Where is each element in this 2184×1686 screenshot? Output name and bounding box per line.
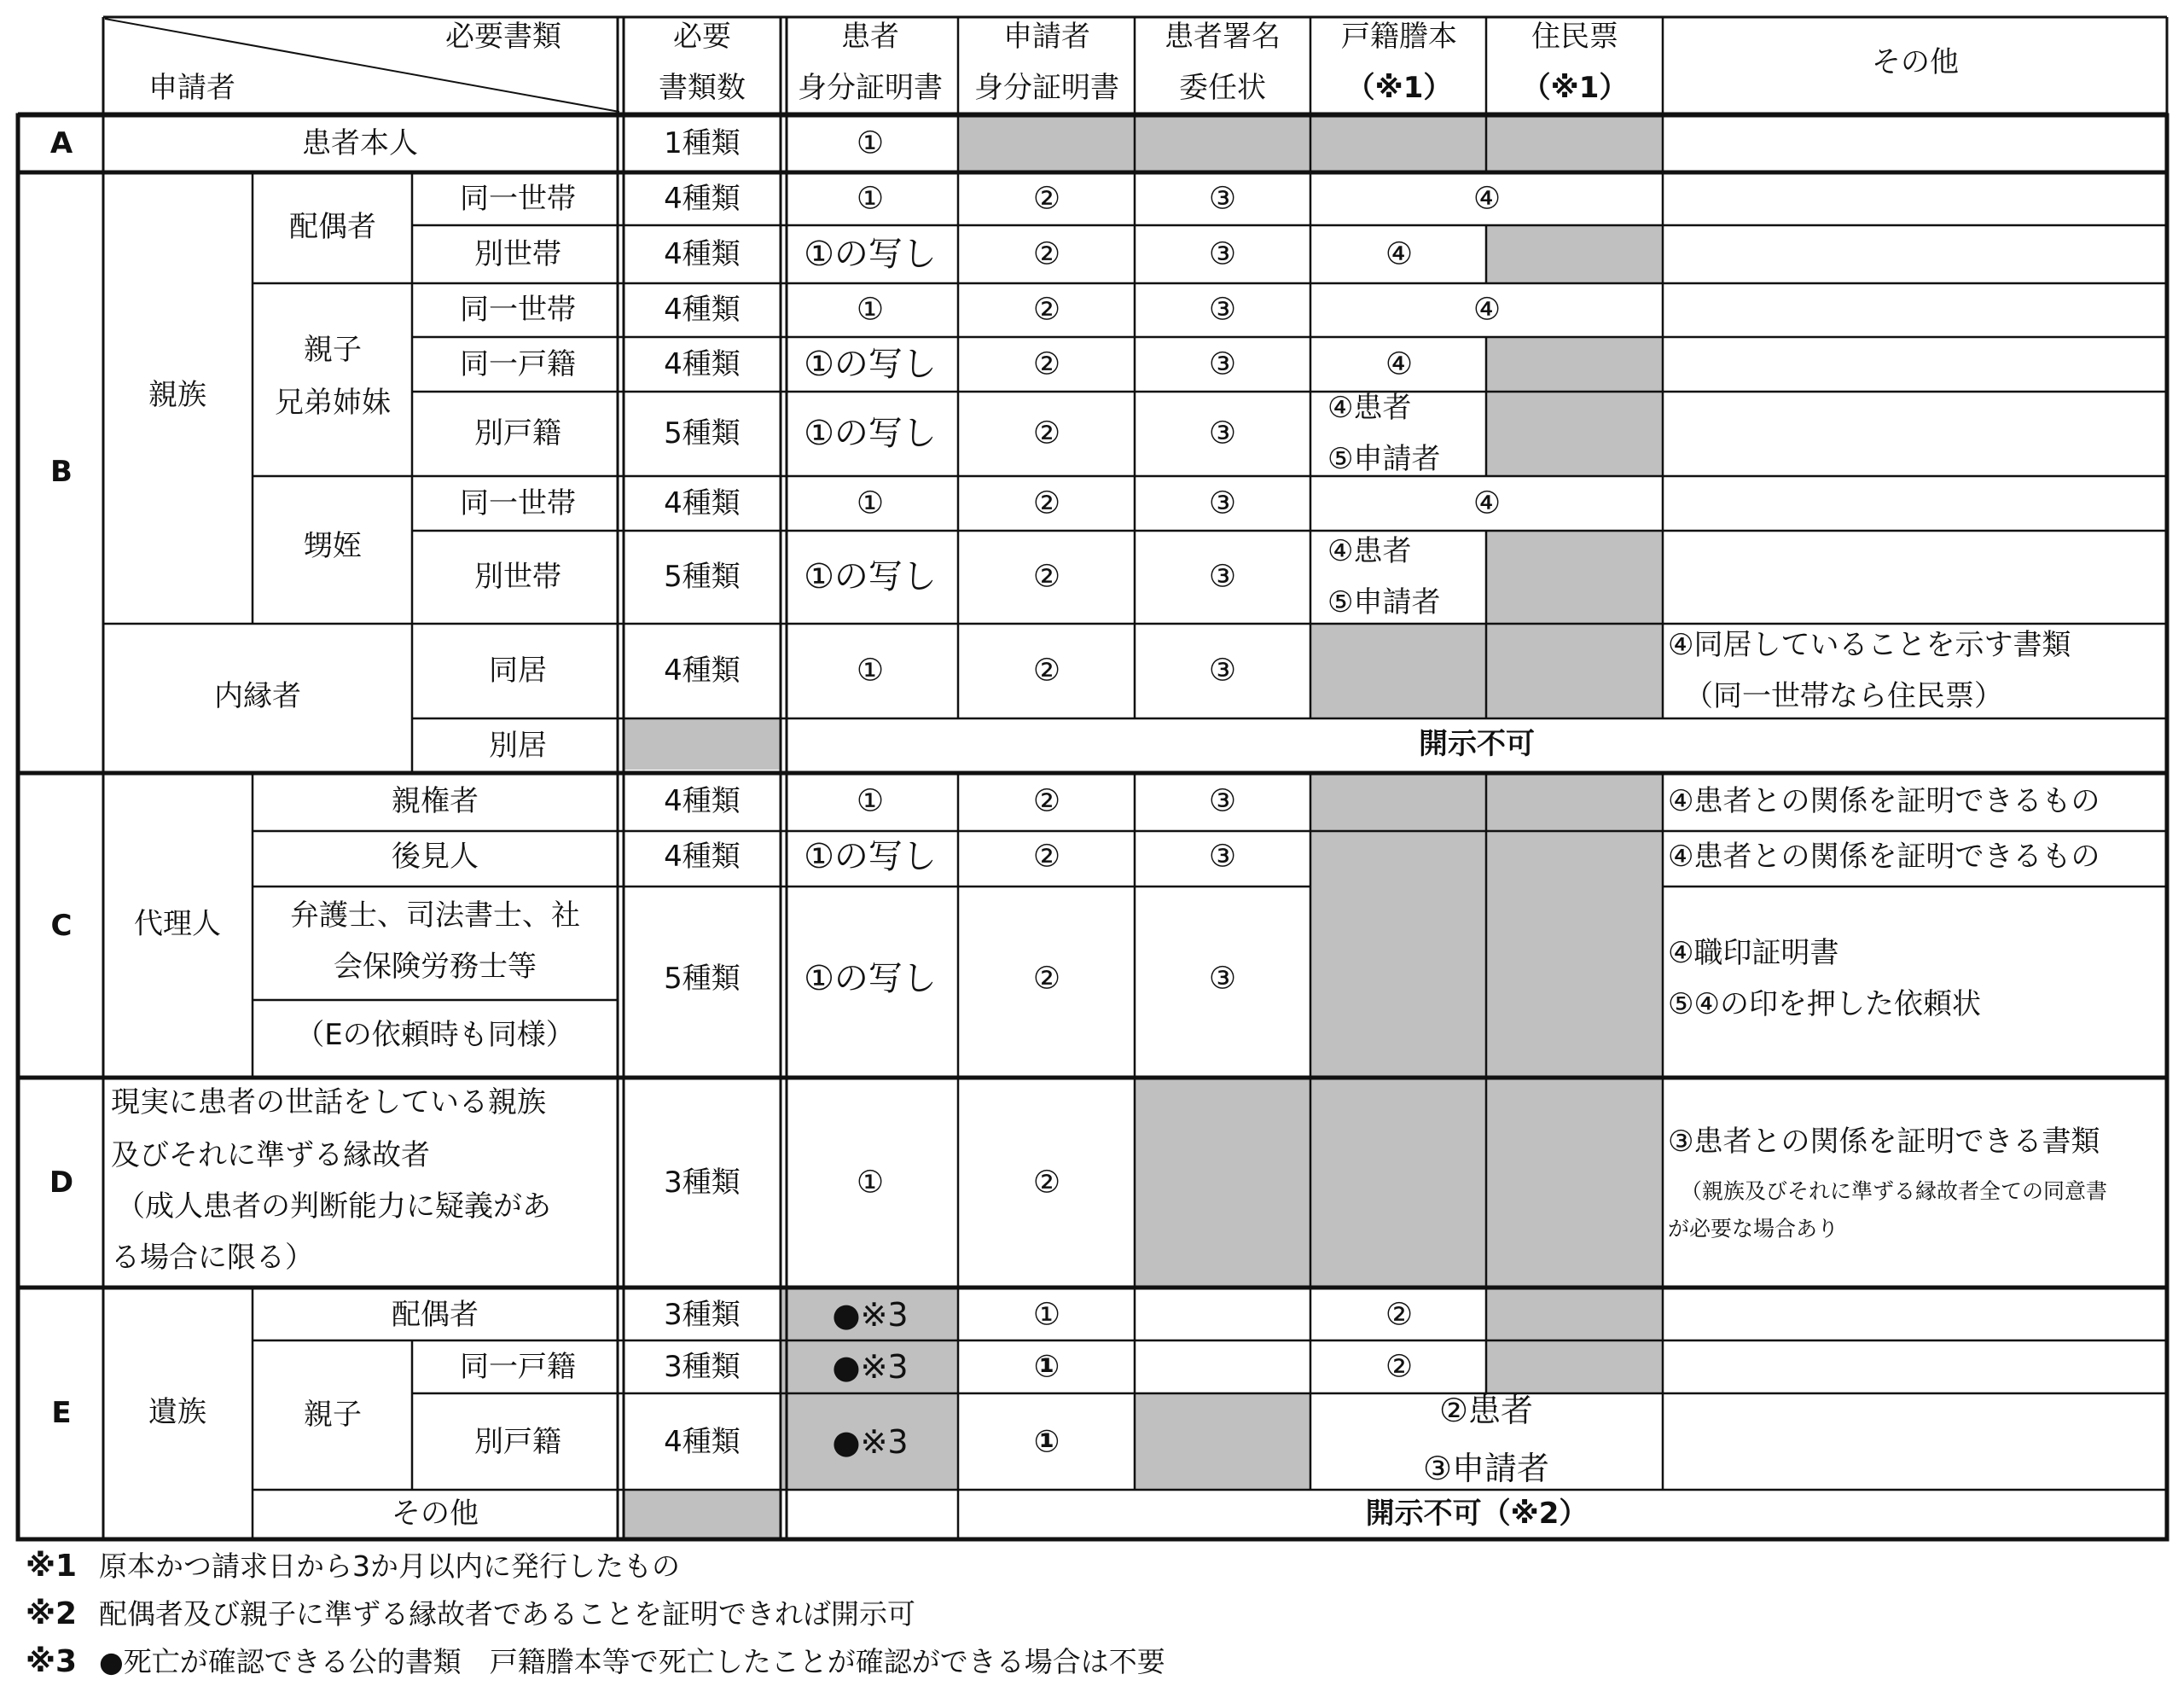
row-label: （Eの依頼時も同様） (295, 1018, 575, 1052)
row-label: その他 (392, 1497, 479, 1531)
other-text: が必要な場合あり (1668, 1216, 1839, 1241)
mark: ② (1385, 1297, 1414, 1333)
mark: ② (1032, 783, 1061, 819)
other-text: ③患者との関係を証明できる書類 (1668, 1125, 2100, 1159)
header-proxy: 委任状 (1179, 71, 1266, 105)
row-label: 親子 (304, 1398, 362, 1432)
mark: ② (1032, 839, 1061, 875)
count: 4種類 (664, 654, 741, 688)
row-label: 会保険労務士等 (334, 950, 537, 984)
row-label: 別世帯 (474, 560, 561, 594)
header-count: 書類数 (659, 71, 746, 105)
row-label: 兄弟姉妹 (275, 386, 391, 420)
row-label: 同一世帯 (460, 293, 576, 327)
row-label: 同一世帯 (460, 486, 576, 520)
row-label: 同一戸籍 (460, 347, 576, 381)
mark: ② (1032, 292, 1061, 328)
header-proxy: 患者署名 (1165, 20, 1281, 54)
mark: ② (1032, 653, 1061, 689)
count: 3種類 (664, 1350, 741, 1384)
other-text: （同一世帯なら住民票） (1684, 679, 2003, 713)
mark: ② (1032, 346, 1061, 382)
row-label: 親子 (304, 333, 362, 367)
count: 3種類 (664, 1166, 741, 1200)
row-label: 同一世帯 (460, 182, 576, 216)
row-label: 別戸籍 (474, 1425, 561, 1459)
mark: ①の写し (804, 959, 937, 998)
footnote-2: ※2 配偶者及び親子に準ずる縁故者であることを証明できれば開示可 (26, 1596, 915, 1631)
group-label-c: C (50, 909, 73, 943)
mark: ② (1032, 961, 1061, 997)
other-text: ④患者との関係を証明できるもの (1668, 784, 2100, 818)
row-label: 代理人 (134, 907, 221, 941)
mark: ④患者 (1327, 391, 1412, 425)
mark: ② (1032, 181, 1061, 217)
mark: ③ (1208, 346, 1237, 382)
mark: ① (856, 485, 885, 521)
row-label: 弁護士、司法書士、社 (290, 898, 580, 933)
footnotes (26, 1543, 1165, 1686)
row-label: 別世帯 (474, 237, 561, 271)
mark: ①の写し (804, 414, 937, 453)
mark: ②患者 (1438, 1392, 1534, 1429)
other-text: ④職印証明書 (1668, 936, 1839, 970)
mark: ② (1032, 485, 1061, 521)
mark: ③ (1208, 292, 1237, 328)
row-label: 遺族 (148, 1395, 206, 1429)
footnote-1: ※1 原本かつ請求日から3か月以内に発行したもの (26, 1549, 680, 1584)
mark: ①の写し (804, 557, 937, 596)
count: 4種類 (664, 840, 741, 874)
mark: ② (1032, 1165, 1061, 1201)
group-label-d: D (49, 1166, 74, 1200)
mark: ① (856, 653, 885, 689)
row-label: （成人患者の判断能力に疑義があ (116, 1189, 551, 1224)
mark: ①の写し (804, 837, 937, 876)
mark: ① (856, 783, 885, 819)
mark: ③ (1208, 653, 1237, 689)
mark: ①の写し (804, 345, 937, 384)
header-applicant: 申請者 (148, 71, 235, 105)
mark: ① (1033, 1349, 1060, 1385)
mark: ③ (1208, 559, 1237, 595)
row-label: る場合に限る） (111, 1241, 314, 1275)
header-required-docs: 必要書類 (445, 20, 561, 54)
header-koseki: （※1） (1345, 71, 1453, 105)
row-label: 別戸籍 (474, 416, 561, 451)
mark: ① (856, 1165, 885, 1201)
mark: ③ (1208, 236, 1237, 272)
group-label-e: E (51, 1396, 72, 1430)
header-applicant-id: 申請者 (1003, 20, 1090, 54)
mark: ③ (1208, 961, 1237, 997)
header-count: 必要 (673, 20, 731, 54)
mark: ④ (1472, 292, 1502, 328)
count: 4種類 (664, 293, 741, 327)
row-label: 現実に患者の世話をしている親族 (111, 1085, 546, 1119)
disclosure: 開示不可 (1419, 727, 1535, 761)
mark: ④ (1385, 236, 1414, 272)
mark: ② (1385, 1349, 1414, 1385)
mark: ① (1032, 1297, 1061, 1333)
count: 4種類 (664, 1425, 741, 1459)
header-other: その他 (1872, 45, 1959, 79)
mark: ④ (1472, 181, 1502, 217)
mark: ③ (1208, 485, 1237, 521)
header-applicant-id: 身分証明書 (974, 71, 1119, 105)
mark: ①の写し (804, 235, 937, 274)
mark: ③ (1208, 839, 1237, 875)
count: 5種類 (664, 416, 741, 451)
header-juminhyo: 住民票 (1531, 20, 1618, 54)
row-label: 配偶者 (289, 210, 376, 244)
mark: ③ (1208, 783, 1237, 819)
count: 3種類 (664, 1298, 741, 1332)
count: 4種類 (664, 486, 741, 520)
row-label: 配偶者 (392, 1298, 479, 1332)
row-label: 内縁者 (214, 679, 301, 713)
row-label: 親族 (148, 378, 206, 412)
mark: ③ (1208, 181, 1237, 217)
mark: ① (856, 292, 885, 328)
count: 5種類 (664, 962, 741, 996)
row-label: 同居 (489, 654, 547, 688)
mark: ① (1033, 1424, 1060, 1460)
other-text: （親族及びそれに準ずる縁故者全ての同意書 (1681, 1178, 2108, 1204)
mark: ② (1032, 559, 1061, 595)
row-label: 親権者 (392, 784, 479, 818)
mark: ⑤申請者 (1327, 442, 1441, 476)
header-patient-id: 患者 (841, 20, 899, 54)
mark: ② (1032, 416, 1061, 451)
mark: ④ (1472, 485, 1502, 521)
count: 1種類 (664, 126, 741, 160)
mark: ④ (1385, 346, 1414, 382)
mark: ⑤申請者 (1327, 585, 1441, 619)
row-label: 甥姪 (304, 529, 362, 563)
mark: ●※3 (832, 1296, 909, 1334)
group-label-a: A (49, 126, 73, 160)
footnote-3: ※3 ●死亡が確認できる公的書類 戸籍謄本等で死亡したことが確認ができる場合は不要 (26, 1644, 1165, 1679)
other-text: ④同居していることを示す書類 (1668, 628, 2071, 662)
row-label: 別居 (489, 729, 547, 763)
group-label-b: B (50, 455, 73, 489)
row-label: 後見人 (392, 840, 479, 874)
count: 4種類 (664, 237, 741, 271)
mark: ③申請者 (1422, 1450, 1550, 1487)
count: 4種類 (664, 182, 741, 216)
mark: ① (856, 181, 885, 217)
row-label: 同一戸籍 (460, 1350, 576, 1384)
mark: ① (856, 125, 885, 161)
row-label: 患者本人 (302, 126, 418, 160)
header-juminhyo: （※1） (1521, 71, 1629, 105)
header-patient-id: 身分証明書 (798, 71, 943, 105)
other-text: ④患者との関係を証明できるもの (1668, 840, 2100, 874)
row-label: 及びそれに準ずる縁故者 (111, 1138, 430, 1172)
header-koseki: 戸籍謄本 (1341, 20, 1457, 54)
mark: ② (1032, 236, 1061, 272)
mark: ●※3 (832, 1348, 909, 1386)
mark: ③ (1208, 416, 1237, 451)
mark: ●※3 (832, 1423, 909, 1461)
other-text: ⑤④の印を押した依頼状 (1668, 987, 1981, 1021)
count: 5種類 (664, 560, 741, 594)
count: 4種類 (664, 784, 741, 818)
disclosure: 開示不可（※2） (1365, 1497, 1589, 1531)
mark: ④患者 (1327, 534, 1412, 568)
count: 4種類 (664, 347, 741, 381)
